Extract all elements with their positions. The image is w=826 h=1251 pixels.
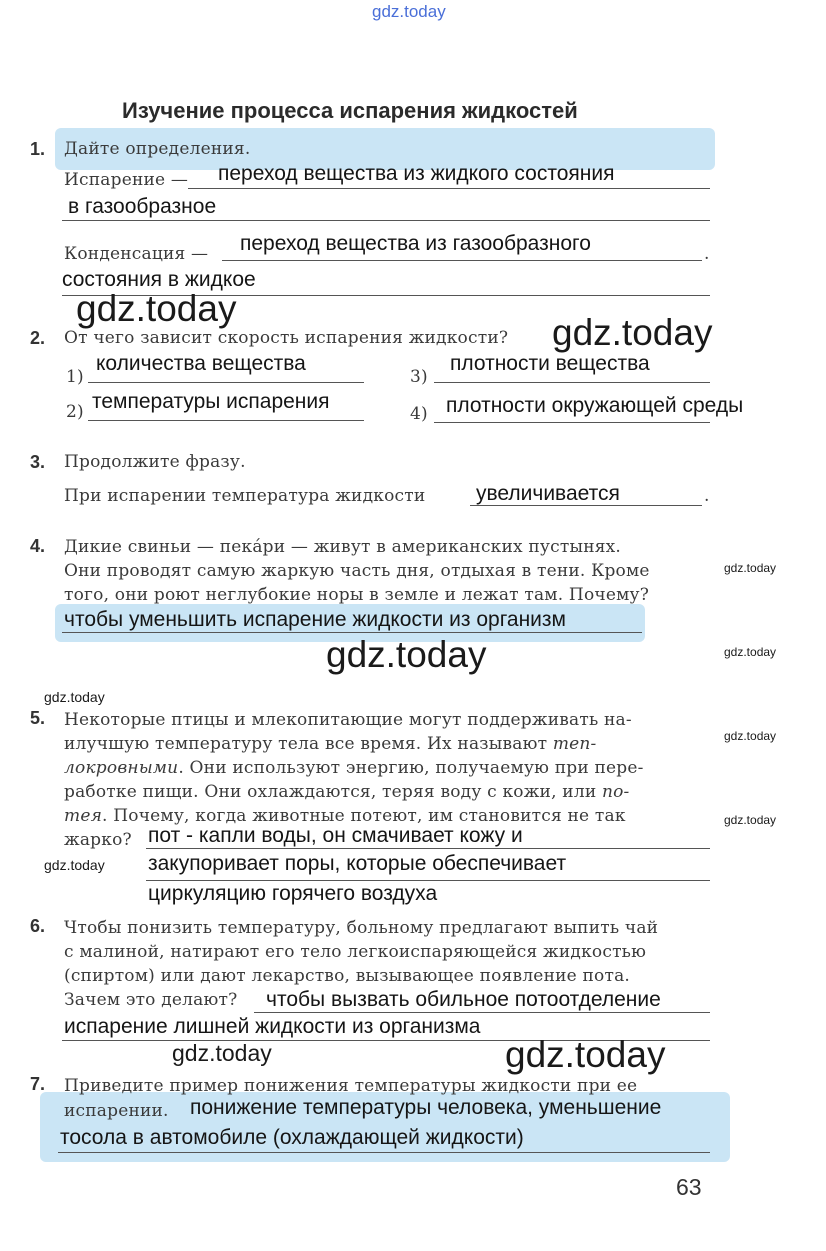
watermark: gdz.today [724, 561, 777, 575]
watermark: gdz.today [724, 813, 777, 827]
question-number-5: 5. [30, 708, 46, 728]
q5-text-line [64, 734, 597, 754]
q2-prompt: От чего зависит скорость испарения жидкости? [64, 328, 509, 348]
q2-item-number: 3) [410, 367, 428, 387]
q5-text: . Они используют энергию, получаемую при пере- [178, 758, 644, 778]
answer-line [146, 848, 710, 849]
q5-text: . Почему, когда животные потеют, им становится не так [102, 806, 626, 826]
q1-evaporation-answer-line1: переход вещества из жидкого состояния [218, 162, 615, 185]
q5-text-line [64, 806, 626, 826]
q6-text-line: (спиртом) или дают лекарство, вызывающее появление пота. [64, 966, 631, 986]
q4-text-line: того, они роют неглубокие норы в земле и лежат там. Почему? [64, 585, 650, 605]
q2-item-number: 1) [66, 367, 84, 387]
answer-line [58, 1152, 710, 1153]
answer-line [470, 505, 702, 506]
q6-text-line: Зачем это делают? [64, 990, 238, 1010]
q3-period: . [704, 486, 710, 506]
question-number-7: 7. [30, 1074, 46, 1094]
answer-line [188, 188, 710, 189]
watermark: gdz.today [724, 645, 777, 659]
answer-line [434, 422, 710, 423]
q6-text-line: с малиной, натирают его тело легкоиспаряющейся жидкостью [64, 942, 647, 962]
q5-text-line [64, 758, 644, 778]
answer-line [254, 1012, 710, 1013]
question-number-4: 4. [30, 536, 46, 556]
watermark: gdz.today [326, 634, 487, 675]
q7-answer-line2: тосола в автомобиле (охлаждающей жидкости) [60, 1126, 524, 1149]
q1-condensation-answer-line2: состояния в жидкое [62, 268, 256, 291]
q5-text-line: жарко? [64, 830, 132, 850]
q2-answer-2: температуры испарения [92, 390, 330, 413]
q5-text-line [64, 782, 630, 802]
q4-text-line: Они проводят самую жаркую часть дня, отдыхая в тени. Кроме [64, 561, 650, 581]
watermark: gdz.today [552, 312, 713, 353]
watermark: gdz.today [172, 1040, 272, 1066]
q6-answer-line2: испарение лишней жидкости из организма [64, 1015, 481, 1038]
q1-condensation-answer-line1: переход вещества из газообразного [240, 232, 591, 255]
watermark: gdz.today [505, 1034, 666, 1075]
question-number-3: 3. [30, 452, 46, 472]
page-title: Изучение процесса испарения жидкостей [122, 98, 578, 123]
watermark: gdz.today [44, 857, 105, 873]
q6-text-line: Чтобы понизить температуру, больному предлагают выпить чай [64, 918, 659, 938]
watermark: gdz.today [76, 288, 237, 329]
q1-prompt: Дайте определения. [64, 139, 251, 159]
q2-answer-3: плотности вещества [450, 352, 650, 375]
q1-condensation-period: . [704, 244, 710, 264]
q5-term: тея [64, 806, 103, 826]
q5-text-line: Некоторые птицы и млекопитающие могут поддерживать на- [64, 710, 632, 730]
q3-prompt: Продолжите фразу. [64, 452, 246, 472]
q5-term: по- [601, 782, 630, 802]
answer-line [88, 420, 364, 421]
answer-line [434, 382, 710, 383]
answer-line [88, 382, 364, 383]
q3-sentence: При испарении температура жидкости [64, 486, 426, 506]
q7-text-line: испарении. [64, 1101, 169, 1121]
q4-text-line: Дикие свиньи — пекáри — живут в американских пустынях. [64, 537, 622, 557]
q7-text-line: Приведите пример понижения температуры жидкости при ее [64, 1076, 638, 1096]
q5-term: локровными [64, 758, 179, 778]
q5-text: илучшую температуру тела все время. Их называют [64, 734, 548, 754]
q5-answer-line2: закупоривает поры, которые обеспечивает [148, 852, 567, 875]
q5-term: теп- [552, 734, 597, 754]
answer-line [146, 880, 710, 881]
q2-item-number: 2) [66, 402, 84, 422]
q3-answer: увеличивается [476, 482, 620, 505]
q1-evaporation-label: Испарение — [64, 170, 189, 190]
question-number-6: 6. [30, 916, 46, 936]
q5-answer-line1: пот - капли воды, он смачивает кожу и [148, 824, 523, 847]
question-number-1: 1. [30, 139, 46, 159]
q7-answer-line1: понижение температуры человека, уменьшение [190, 1096, 662, 1119]
q5-text: работке пищи. Они охлаждаются, теряя воду с кожи, или [64, 782, 597, 802]
answer-line [62, 220, 710, 221]
q2-item-number: 4) [410, 404, 428, 424]
top-watermark: gdz.today [372, 2, 446, 21]
q4-answer: чтобы уменьшить испарение жидкости из организм [64, 608, 566, 631]
q1-evaporation-answer-line2: в газообразное [68, 195, 217, 218]
q1-condensation-label: Конденсация — [64, 244, 209, 264]
q6-answer-line1: чтобы вызвать обильное потоотделение [266, 988, 661, 1011]
watermark: gdz.today [724, 729, 777, 743]
page-number: 63 [676, 1174, 702, 1200]
q2-answer-4: плотности окружающей среды [446, 394, 744, 417]
question-number-2: 2. [30, 328, 46, 348]
q2-answer-1: количества вещества [96, 352, 306, 375]
answer-line [62, 632, 642, 633]
watermark: gdz.today [44, 689, 105, 705]
q5-answer-line3: циркуляцию горячего воздуха [148, 882, 438, 905]
answer-line [222, 260, 702, 261]
